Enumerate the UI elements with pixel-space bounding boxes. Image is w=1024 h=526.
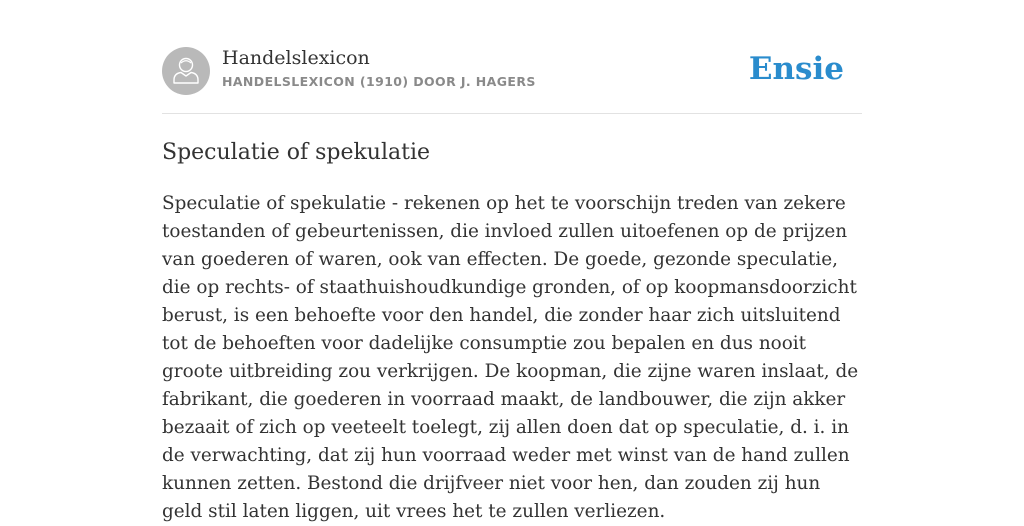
page-container bbox=[162, 0, 862, 522]
article-body: Speculatie of spekulatie - rekenen op het te voorschijn treden van zekere toestanden of gebeurtenissen, die invloed zullen uitoefenen op de prijzen van goederen of waren, ook van effecten. De goede, gezonde speculatie, die op rechts- of staathuishoudkundige gronden, of op koopmansdoorzicht berust, is een behoefte voor den handel, die zonder haar zich uitsluitend tot de behoeften voor dadelijke consumptie zou bepalen en dus nooit groote uitbreiding zou verkrijgen. De koopman, die zijne waren inslaat, de fabrikant, die goederen in voorraad maakt, de landbouwer, die zijn akker bezaait of zich op veeteelt toelegt, zij allen doen dat op speculatie, d. i. in de verwachting, dat zij hun voorraad weder met winst van de hand zullen kunnen zetten. Bestond die drijfveer niet voor hen, dan zouden zij hun geld stil laten liggen, uit vrees het te zullen verliezen. bbox=[162, 193, 859, 522]
article-header bbox=[162, 0, 862, 114]
author-source[interactable]: HANDELSLEXICON (1910) DOOR J. HAGERS bbox=[222, 74, 536, 89]
user-avatar-icon[interactable] bbox=[162, 47, 210, 95]
article-title: Speculatie of spekulatie bbox=[162, 140, 431, 165]
user-silhouette-icon bbox=[162, 47, 210, 95]
author-name[interactable]: Handelslexicon bbox=[222, 47, 370, 69]
ensie-logo[interactable]: Ensie bbox=[748, 51, 844, 87]
